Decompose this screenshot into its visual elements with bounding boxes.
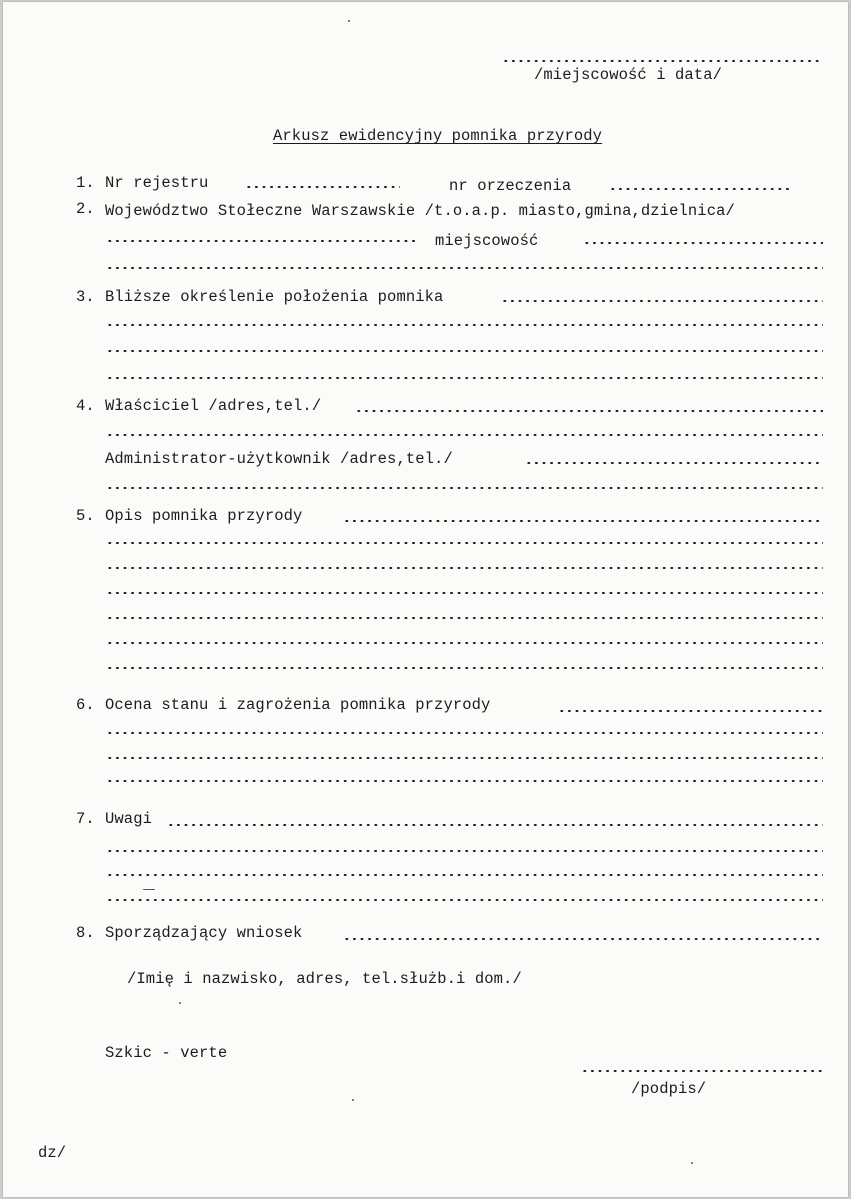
signature-field[interactable] (581, 1070, 823, 1072)
label-description: Opis pomnika przyrody (105, 507, 303, 525)
item-number-1: 1. (76, 174, 95, 192)
administrator-field-line-1[interactable] (525, 462, 823, 464)
item-number-3: 3. (76, 288, 95, 306)
scan-speck (691, 1162, 693, 1164)
voivodeship-field-line-2[interactable] (106, 267, 823, 269)
typist-initials: dz/ (38, 1144, 67, 1162)
administrator-field-line-2[interactable] (106, 487, 823, 489)
label-prepared-by-details: /Imię i nazwisko, adres, tel.służb.i dom./ (127, 970, 522, 988)
place-date-label: /miejscowość i data/ (534, 66, 723, 84)
description-field-line-3[interactable] (106, 567, 823, 569)
form-sheet (3, 2, 848, 1197)
location-field-line-3[interactable] (106, 350, 823, 352)
description-field-line-5[interactable] (106, 617, 823, 619)
scan-speck (352, 1099, 354, 1101)
scan-speck (179, 1002, 181, 1004)
label-location-details: Bliższe określenie położenia pomnika (105, 288, 444, 306)
description-field-line-6[interactable] (106, 642, 823, 644)
form-title: Arkusz ewidencyjny pomnika przyrody (273, 127, 603, 145)
label-remarks: Uwagi (105, 810, 153, 828)
prepared-by-field[interactable] (343, 938, 823, 940)
condition-field-line-1[interactable] (558, 710, 823, 712)
owner-field-line-2[interactable] (106, 434, 823, 436)
label-administrator: Administrator-użytkownik /adres,tel./ (105, 450, 453, 468)
description-field-line-1[interactable] (343, 520, 823, 522)
description-field-line-2[interactable] (106, 542, 823, 544)
remarks-field-line-1[interactable] (167, 824, 823, 826)
remarks-field-line-3[interactable] (106, 874, 823, 876)
item-number-5: 5. (76, 507, 95, 525)
condition-field-line-2[interactable] (106, 732, 823, 734)
item-number-4: 4. (76, 397, 95, 415)
label-registry-number: Nr rejestru (105, 174, 209, 192)
item-number-7: 7. (76, 810, 95, 828)
sketch-note: Szkic - verte (105, 1044, 228, 1062)
label-condition-assessment: Ocena stanu i zagrożenia pomnika przyrody (105, 696, 491, 714)
scan-speck (348, 20, 350, 22)
place-date-field[interactable] (502, 60, 822, 62)
location-field-line-1[interactable] (501, 300, 823, 302)
label-prepared-by: Sporządzający wniosek (105, 924, 303, 942)
label-owner: Właściciel /adres,tel./ (105, 397, 322, 415)
voivodeship-field-line-1[interactable] (106, 240, 418, 242)
label-decision-number: nr orzeczenia (449, 177, 572, 195)
item-number-6: 6. (76, 696, 95, 714)
signature-label: /podpis/ (631, 1080, 707, 1098)
label-locality: miejscowość (435, 232, 539, 250)
owner-field-line-1[interactable] (355, 410, 823, 412)
description-field-line-7[interactable] (106, 667, 823, 669)
location-field-line-4[interactable] (106, 377, 823, 379)
locality-field[interactable] (583, 242, 823, 244)
remarks-field-line-4[interactable] (106, 899, 823, 901)
location-field-line-2[interactable] (106, 324, 823, 326)
remarks-field-line-2[interactable] (106, 850, 823, 852)
condition-field-line-4[interactable] (106, 780, 823, 782)
item-number-2: 2. (76, 200, 95, 218)
label-voivodeship: Województwo Stołeczne Warszawskie /t.o.a.p. miasto,gmina,dzielnica/ (105, 202, 735, 220)
description-field-line-4[interactable] (106, 592, 823, 594)
decision-number-field[interactable] (609, 188, 789, 190)
condition-field-line-3[interactable] (106, 757, 823, 759)
scan-speck (143, 889, 155, 890)
item-number-8: 8. (76, 924, 95, 942)
registry-number-field[interactable] (245, 186, 400, 188)
